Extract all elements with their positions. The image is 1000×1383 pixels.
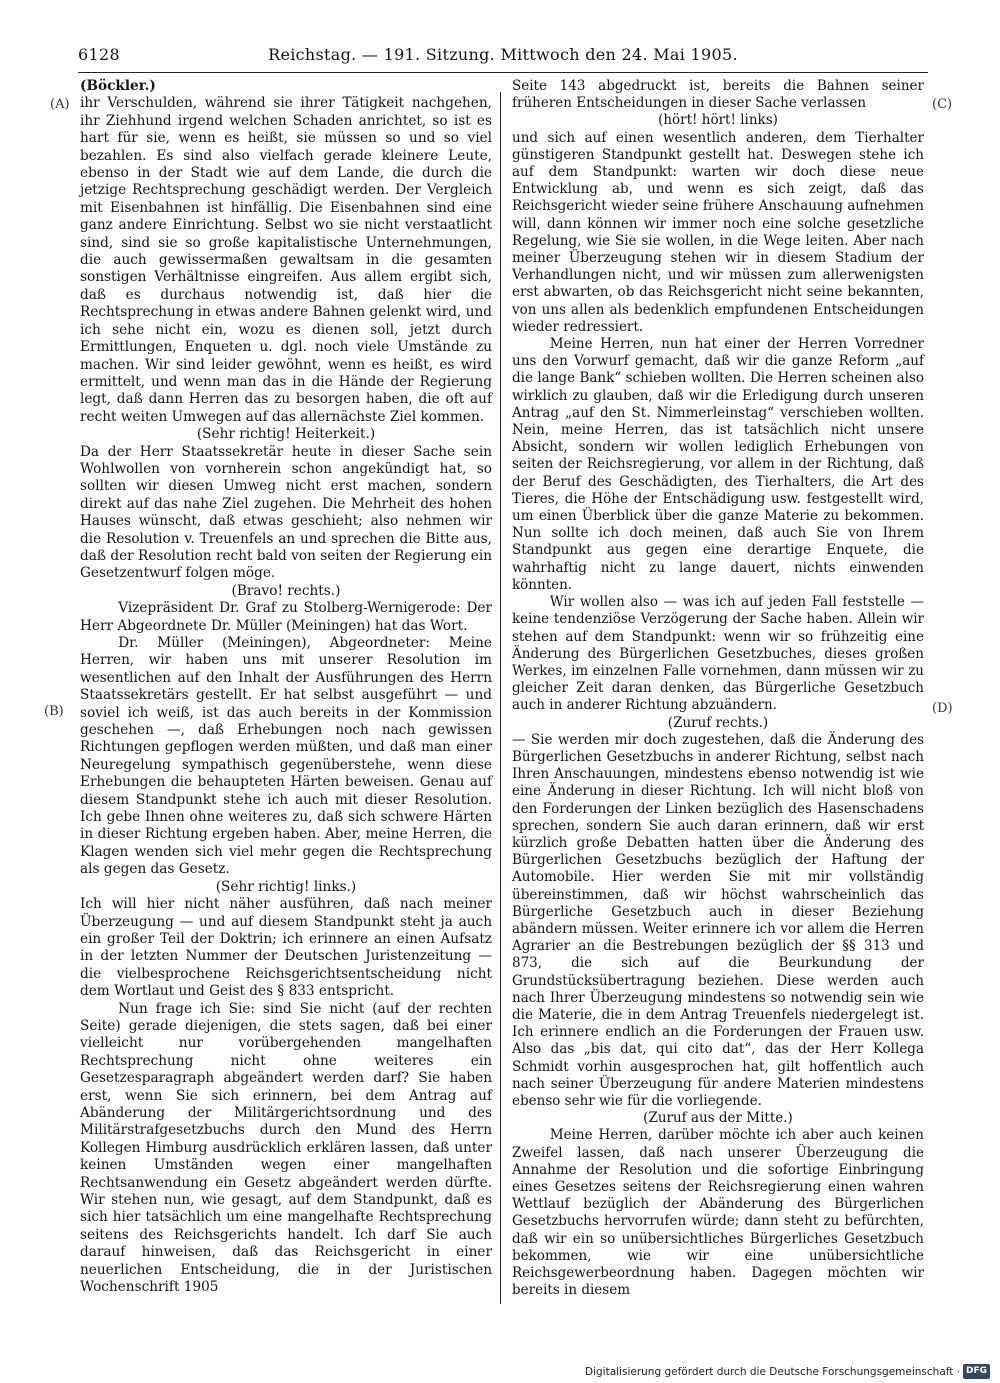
running-title: Reichstag. — 191. Sitzung. Mittwoch den 24. Mai 1905. [268, 45, 738, 64]
dfg-logo: DFG [963, 1364, 990, 1379]
margin-marker-d: (D) [932, 701, 953, 716]
interjection: (Zuruf aus der Mitte.) [643, 1110, 793, 1127]
paragraph: Meine Herren, darüber möchte ich aber auch keinen Zweifel lassen, daß nach unserer Überzeugung die Annahme der Resolution und die sofortige Einbringung eines Gesetzes seitens der Reichsregierung einen wahren Wettlauf bezüglich der Abänderung des Bürgerlichen Gesetzbuchs hervorrufen würde; dann steht zu befürchten, daß wir ein so unübersichtliches Bürgerliches Gesetzbuch bekommen, wie wir eine unübersichtliche Reichsgewerbeordnung haben. Dagegen möchten wir bereits in diesem [512, 1127, 924, 1299]
interjection: (hört! hört! links) [658, 112, 778, 129]
speaker-tag: (Böckler.) [80, 78, 156, 94]
margin-marker-a: (A) [50, 97, 70, 112]
paragraph: Ich will hier nicht näher ausführen, daß nach meiner Überzeugung — und auf diesem Standpunkt steht ja auch ein großer Teil der Doktrin; ich erinnere an einen Aufsatz in der letzten Nummer der Deutschen Juristenzeitung — die vielbesprochene Reichsgerichtsentscheidung nicht dem Wortlaut und Geist des § 833 entspricht. [80, 896, 492, 1000]
paragraph: Meine Herren, nun hat einer der Herren Vorredner uns den Vorwurf gemacht, daß wir die ganze Reform „auf die lange Bank“ schieben wollten. Die Herren scheinen also wirklich zu glauben, daß wir die Erledigung durch unseren Antrag „auf den St. Nimmerleinstag“ verschieben wollten. Nein, meine Herren, das ist tatsächlich nicht unsere Absicht, sondern wir wollen lediglich Erhebungen von seiten der Reichsregierung, vor allem in der Richtung, daß der Beruf des Geschädigten, des Tierhalters, die Art des Tieres, die Höhe der Entschädigung usw. festgestellt wird, um einen Überblick über die ganze Materie zu bekommen. Nun sollte ich doch meinen, daß auch Sie von Ihrem Standpunkt aus gegen eine derartige Enquete, die wahrhaftig nicht zu lange dauert, nichts einwenden könnten. [512, 336, 924, 593]
paragraph: ihr Verschulden, während sie ihrer Tätigkeit nachgehen, ihr Ziehhund irgend welchen Schaden anrichtet, so ist es hart für sie, wenn es heißt, sie müssen so und so viel bezahlen. Es sind also vielfach gerade kleinere Leute, ebenso in der Stadt wie auf dem Lande, die durch die jetzige Rechtsprechung geschädigt werden. Der Vergleich mit Eisenbahnen ist hinfällig. Die Eisenbahnen sind eine ganz andere Einrichtung. Selbst wo sie nicht verstaatlicht sind, sind sie so große kapitalistische Unternehmungen, die auch gewissermaßen gewaltsam in die gesamten sonstigen Verhältnisse eingreifen. Aus allem ergibt sich, daß es durchaus notwendig ist, daß hier die Rechtsprechung in etwas andere Bahnen gelenkt wird, und ich sehe nicht ein, wozu es dienen soll, jetzt durch Ermittlungen, Enqueten u. dgl. noch viele Umstände zu machen. Wir sind leider gewöhnt, wenn es heißt, es wird ermittelt, und wenn man das in die Hände der Regierung legt, daß dann Herren das zu besorgen haben, die oft auf recht weiten Umwegen auf das allernächste Ziel kommen. [80, 95, 492, 425]
paragraph: — Sie werden mir doch zugestehen, daß die Änderung des Bürgerlichen Gesetzbuchs in anderer Richtung, selbst nach Ihren Anschauungen, mindestens ebenso notwendig ist wie eine Änderung in dieser Richtung. Ich will nicht bloß von den Forderungen der Linken bezüglich des Hasenschadens sprechen, sondern Sie auch daran erinnern, daß wir erst kürzlich große Debatten hatten über die Änderung des Bürgerlichen Gesetzbuchs bezüglich der Haftung der Automobile. Hier werden Sie mit mir vollständig übereinstimmen, daß wir höchst wahrscheinlich das Bürgerliche Gesetzbuch auch in dieser Beziehung abändern müssen. Weiter erinnere ich vor allem die Herren Agrarier an die Bestrebungen bezüglich der §§ 313 und 873, die sich auf die Beurkundung der Grundstücksübertragung beziehen. Diese werden auch nach Ihrer Überzeugung mindestens so notwendig sein wie die Materie, die in dem Antrag Treuenfels niedergelegt ist. Ich erinnere endlich an die Forderungen der Frauen usw. Also das „bis dat, qui cito dat“, das der Herr Kollega Schmidt vorhin ausgesprochen hat, gilt hoffentlich auch nach seiner Überzeugung für andere Materien mindestens ebenso sehr wie für die vorliegende. [512, 731, 924, 1109]
paragraph: Nun frage ich Sie: sind Sie nicht (auf der rechten Seite) gerade diejenigen, die stets sagen, daß bei einer vielleicht nur vorübergehenden mangelhaften Rechtsprechung nicht ohne weiteres ein Gesetzesparagraph abgeändert werden darf? Sie haben erst, wenn Sie sich erinnern, bei dem Antrag auf Abänderung der Militärgerichtsordnung und des Militärstrafgesetzbuchs durch den Mund des Herrn Kollegen Himburg ausdrücklich erklären lassen, daß unter keinen Umständen wegen einer mangelhaften Rechtsanwendung ein Gesetz abgeändert werden dürfte. Wir stehen nun, wie gesagt, auf dem Standpunkt, daß es sich hier tatsächlich um eine mangelhafte Rechtsprechung seitens des Reichsgerichts handelt. Ich darf Sie auch darauf hinweisen, daß das Reichsgericht in einer neuerlichen Entscheidung, die in der Juristischen Wochenschrift 1905 [80, 1000, 492, 1296]
page-header [78, 45, 928, 71]
column-divider [500, 92, 501, 1304]
page-number: 6128 [78, 45, 120, 64]
margin-marker-c: (C) [932, 97, 953, 112]
paragraph: Da der Herr Staatssekretär heute in dieser Sache sein Wohlwollen von vornherein schon angekündigt hat, so sollten wir diesen Umweg nicht erst machen, sondern direkt auf das nahe Ziel zugehen. Die Mehrheit des hohen Hauses wünscht, daß etwas geschieht; also nehmen wir die Resolution v. Treuenfels an und sprechen die Bitte aus, daß der Resolution recht bald von seiten der Regierung ein Gesetzentwurf folgen möge. [80, 443, 492, 582]
header-rule [78, 72, 928, 73]
margin-marker-b: (B) [44, 704, 64, 719]
digitization-credit: Digitalisierung gefördert durch die Deutsche Forschungsgemeinschaft · [585, 1366, 961, 1378]
interjection: (Zuruf rechts.) [667, 714, 769, 731]
interjection: (Sehr richtig! Heiterkeit.) [196, 426, 376, 443]
paragraph: Seite 143 abgedruckt ist, bereits die Bahnen seiner früheren Entscheidungen in dieser Sache verlassen [512, 78, 924, 112]
speech-opening: Dr. Müller (Meiningen), Abgeordneter: Meine Herren, wir haben uns mit unserer Resolution im wesentlichen auf den Inhalt der Ausführungen des Herrn Staatssekretärs gestellt. Er hat selbst ausgeführt — und soviel ich weiß, ist das auch bereits in der Kommission geschehen —, daß Erhebungen noch nach gewissen Richtungen gepflogen werden müßten, und daß man einer Neuregelung sympathisch gegenüberstehe, wenn diese Erhebungen die behaupteten Härten beweisen. Genau auf diesem Standpunkt stehe ich auch mit dieser Resolution. Ich gebe Ihnen ohne weiteres zu, daß sich schwere Härten in dieser Richtung ergeben haben. Aber, meine Herren, die Klagen wenden sich viel mehr gegen die Rechtsprechung als gegen das Gesetz. [80, 635, 492, 878]
left-column [80, 78, 492, 1296]
chair-statement: Vizepräsident Dr. Graf zu Stolberg-Wernigerode: Der Herr Abgeordnete Dr. Müller (Meiningen) hat das Wort. [80, 600, 492, 634]
interjection: (Bravo! rechts.) [231, 582, 341, 599]
paragraph: und sich auf einen wesentlich anderen, dem Tierhalter günstigeren Standpunkt gestellt hat. Deswegen stehe ich auf dem Standpunkt: warten wir doch diese neue Entwicklung ab, und wenn es sich zeigt, daß das Reichsgericht wieder seine frühere Anschauung aufnehmen will, dann können wir immer noch eine solche gesetzliche Regelung, wie Sie sie wollen, in die Wege leiten. Aber nach meiner Überzeugung stehen wir in diesem Stadium der Verhandlungen nicht, und wir müssen zum allerwenigsten erst abwarten, ob das Reichsgericht nicht seine bekannten, von uns allen als bedenklich empfundenen Entscheidungen wieder redressiert. [512, 129, 924, 335]
interjection: (Sehr richtig! links.) [215, 878, 357, 895]
right-column [512, 78, 924, 1299]
paragraph: Wir wollen also — was ich auf jeden Fall feststelle — keine tendenziöse Verzögerung der Sache haben. Allein wir stehen auf dem Standpunkt: wenn wir so frühzeitig eine Änderung des Bürgerlichen Gesetzbuches, dieses großen Werkes, im einzelnen Falle vornehmen, dann müssen wir zu gleicher Zeit daran denken, das Bürgerliche Gesetzbuch auch in anderer Richtung abzuändern. [512, 594, 924, 714]
